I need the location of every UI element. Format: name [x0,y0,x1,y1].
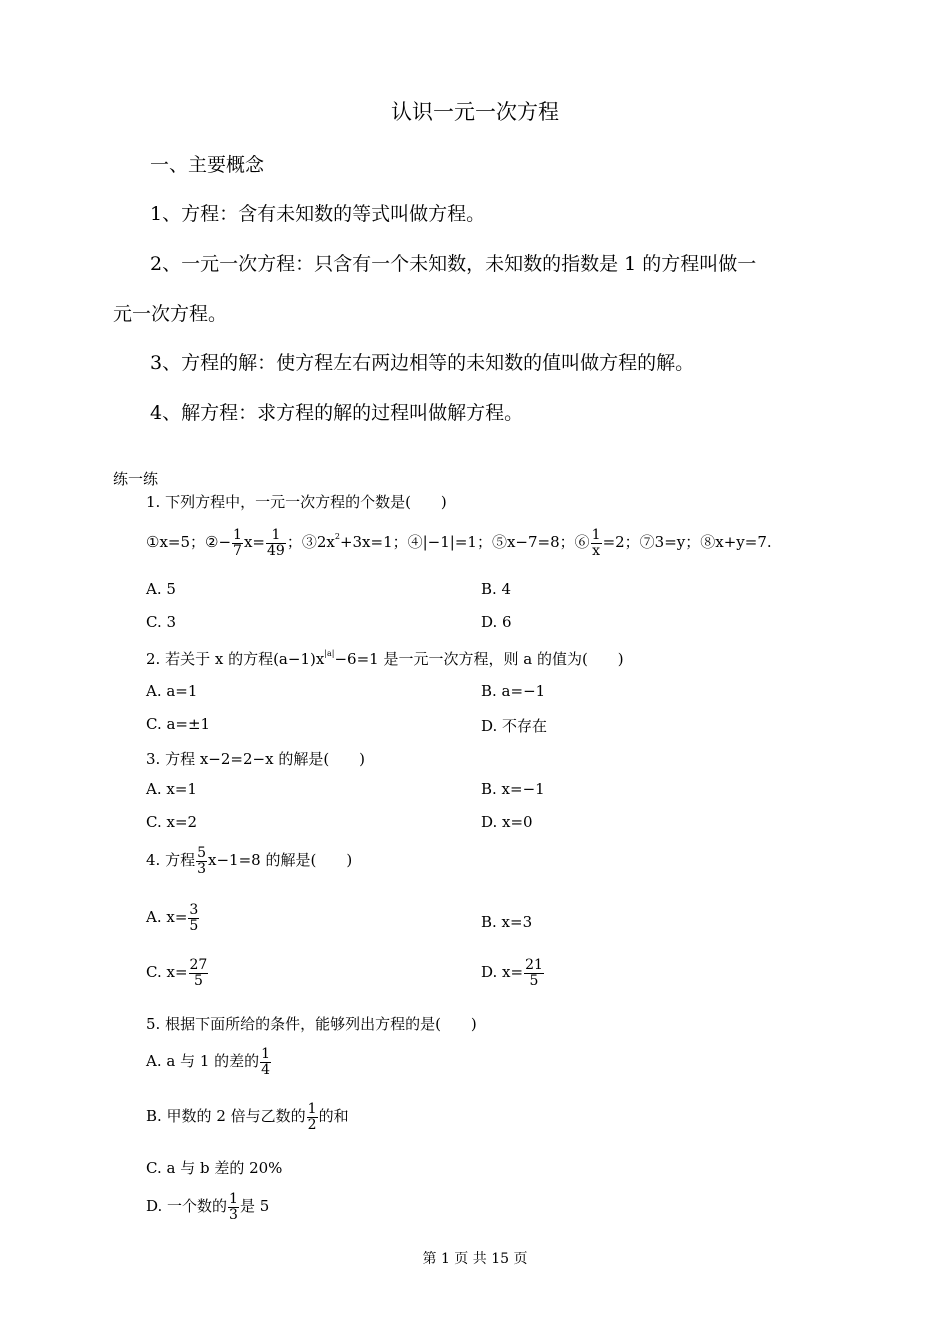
option-prefix: C. x= [146,963,188,982]
fraction-den: 5 [529,972,539,989]
q4-stem-part: 4. 方程 [146,851,196,870]
fraction [188,903,199,933]
fraction-num: 5 [197,845,207,861]
fraction-den: 3 [229,1206,238,1223]
q1-option-a: A. 5 [146,580,176,598]
fraction-den: 49 [267,542,285,559]
option-prefix: A. x= [146,908,188,927]
fraction-num: 27 [189,957,208,973]
q1-stem: 1. 下列方程中，一元一次方程的个数是( ) [146,493,447,511]
q2-option-d: D. 不存在 [481,717,548,735]
q4-option-c [146,958,209,988]
fraction-num: 1 [591,527,601,543]
concept-1: 1、方程：含有未知数的等式叫做方程。 [150,203,486,225]
option-prefix: D. x= [481,963,524,982]
q1-eq-part: ；③2x [286,533,335,552]
q5-option-a [146,1047,272,1077]
concept-2-line1: 2、一元一次方程：只含有一个未知数，未知数的指数是 1 的方程叫做一 [150,253,757,275]
q5-stem: 5. 根据下面所给的条件，能够列出方程的是( ) [146,1015,477,1033]
q3-option-d: D. x=0 [481,813,533,831]
option-suffix: 的和 [318,1107,349,1126]
q1-eq-part: +3x=1；④|−1|=1；⑤x−7=8；⑥ [339,533,590,552]
practice-heading: 练一练 [113,470,159,488]
fraction-den: x [592,542,601,559]
q4-option-d [481,958,545,988]
q2-option-b: B. a=−1 [481,682,546,700]
page-footer: 第 1 页 共 15 页 [422,1251,528,1267]
q3-option-a: A. x=1 [146,780,197,798]
q2-stem-part: −6=1 是一元一次方程，则 a 的值为( ) [334,650,624,668]
q2-option-a: A. a=1 [146,682,198,700]
fraction [266,528,286,558]
q4-stem-part: x−1=8 的解是( ) [208,851,353,870]
fraction-num: 3 [189,902,199,918]
fraction-den: 4 [261,1061,271,1078]
q1-option-d: D. 6 [481,613,512,631]
fraction-den: 2 [307,1116,317,1133]
fraction-num: 1 [233,527,242,543]
concept-2-line2: 元一次方程。 [113,303,228,325]
fraction [591,528,602,558]
page-title: 认识一元一次方程 [391,100,559,124]
q1-option-b: B. 4 [481,580,512,598]
q3-stem: 3. 方程 x−2=2−x 的解是( ) [146,750,366,768]
exponent: |a| [324,649,335,658]
concept-4: 4、解方程：求方程的解的过程叫做解方程。 [150,402,524,424]
option-prefix: D. 一个数的 [146,1197,228,1216]
q3-option-c: C. x=2 [146,813,198,831]
q2-stem-part: 2. 若关于 x 的方程(a−1)x [146,650,325,668]
fraction-den: 5 [193,972,203,989]
q4-option-a [146,903,200,933]
fraction-num: 1 [266,528,286,544]
fraction-den: 5 [189,917,199,934]
fraction [189,958,209,988]
concepts-heading: 一、主要概念 [150,154,265,176]
option-prefix: B. 甲数的 2 倍与乙数的 [146,1107,306,1126]
q4-stem [146,846,352,876]
fraction [524,958,544,988]
q2-option-c: C. a=±1 [146,715,211,733]
q3-option-b: B. x=−1 [481,780,545,798]
fraction [260,1047,271,1077]
fraction-den: 3 [197,860,207,877]
option-suffix: 是 5 [239,1197,270,1216]
q5-option-b [146,1102,349,1132]
fraction [307,1102,318,1132]
q1-option-c: C. 3 [146,613,177,631]
fraction [228,1192,239,1222]
q5-option-c: C. a 与 b 差的 20% [146,1159,283,1177]
fraction-num: 1 [261,1046,271,1062]
q4-option-b: B. x=3 [481,913,533,931]
option-prefix: A. a 与 1 的差的 [146,1052,260,1071]
fraction [232,528,243,558]
q1-eq-part: ①x=5；②− [146,533,232,552]
fraction-num: 21 [525,957,543,973]
fraction [196,846,207,876]
q1-eq-part: x= [243,533,265,552]
exponent: 2 [334,532,340,542]
q2-stem [146,648,624,669]
fraction-num: 1 [307,1101,317,1117]
concept-3: 3、方程的解：使方程左右两边相等的未知数的值叫做方程的解。 [150,352,695,374]
q5-option-d [146,1192,269,1222]
q1-equations [146,528,772,558]
fraction-num: 1 [229,1191,238,1207]
fraction-den: 7 [233,542,242,559]
q1-eq-part: =2；⑦3=y；⑧x+y=7. [602,533,772,552]
